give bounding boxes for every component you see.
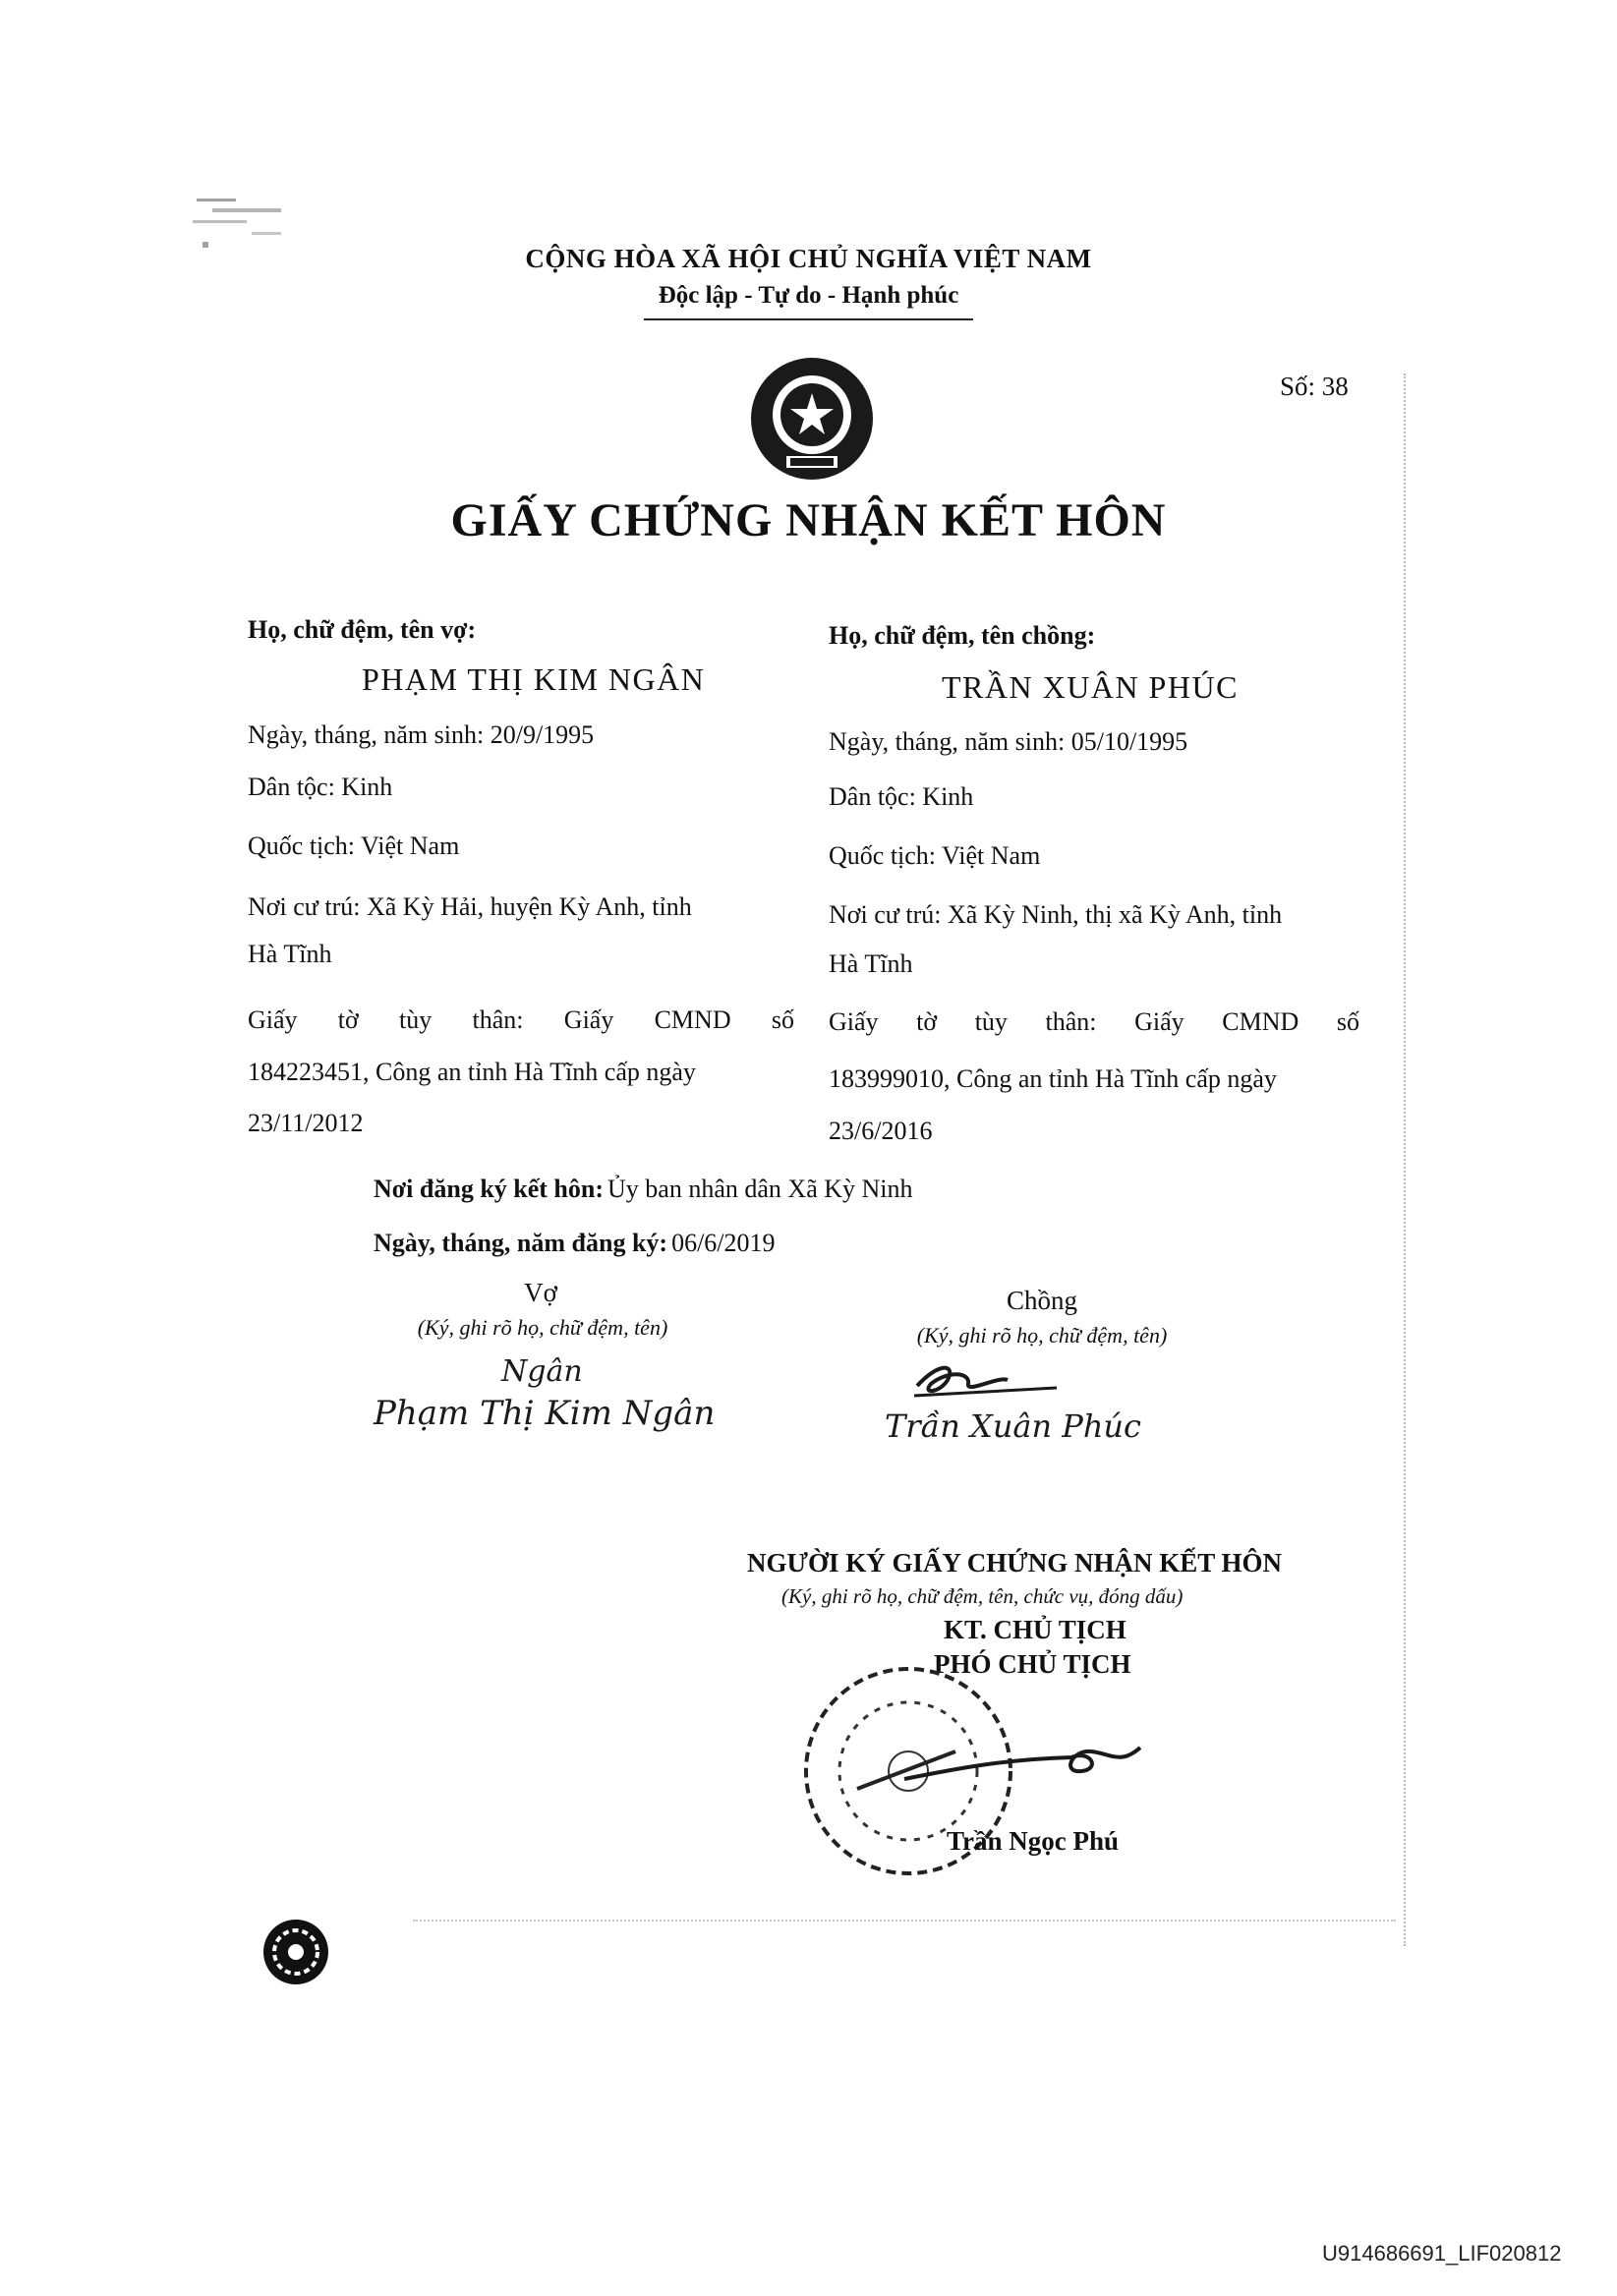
wife-signature: Ngân bbox=[501, 1354, 583, 1389]
scan-noise-top-left bbox=[193, 193, 340, 252]
registration-place bbox=[374, 1175, 913, 1204]
certificate-number: Số: 38 bbox=[1280, 372, 1349, 401]
wife-residence-line1: Nơi cư trú: Xã Kỳ Hải, huyện Kỳ Anh, tỉnh bbox=[248, 892, 692, 921]
motto-underline bbox=[644, 318, 973, 320]
wife-id-line1: Giấy tờ tùy thân: Giấy CMND số bbox=[248, 1005, 794, 1034]
registration-date-value: 06/6/2019 bbox=[671, 1229, 776, 1257]
husband-signature-title: Chồng bbox=[1006, 1286, 1077, 1315]
registration-date-label: Ngày, tháng, năm đăng ký: bbox=[374, 1229, 668, 1257]
husband-id-line3: 23/6/2016 bbox=[829, 1117, 933, 1145]
wife-id-line3: 23/11/2012 bbox=[248, 1109, 364, 1137]
wife-name-label: Họ, chữ đệm, tên vợ: bbox=[248, 615, 477, 644]
wife-nationality: Quốc tịch: Việt Nam bbox=[248, 832, 460, 860]
scan-noise-bottom bbox=[413, 1920, 1396, 1923]
official-name: Trần Ngọc Phú bbox=[947, 1826, 1120, 1856]
official-heading: NGƯỜI KÝ GIẤY CHỨNG NHẬN KẾT HÔN bbox=[747, 1548, 1283, 1578]
document-code: U914686691_LIF020812 bbox=[1322, 2241, 1562, 2266]
national-emblem-icon bbox=[747, 354, 877, 484]
scan-noise-right-edge bbox=[1404, 373, 1425, 1946]
husband-residence-line2: Hà Tĩnh bbox=[829, 949, 913, 978]
national-name: CỘNG HÒA XÃ HỘI CHỦ NGHĨA VIỆT NAM bbox=[525, 244, 1092, 273]
husband-name: TRẦN XUÂN PHÚC bbox=[942, 669, 1239, 705]
husband-signed-name: Trần Xuân Phúc bbox=[885, 1407, 1141, 1445]
wife-ethnicity: Dân tộc: Kinh bbox=[248, 773, 393, 801]
wife-id-line2: 184223451, Công an tỉnh Hà Tĩnh cấp ngày bbox=[248, 1058, 696, 1086]
official-role-2: PHÓ CHỦ TỊCH bbox=[934, 1649, 1131, 1679]
official-signature-mark bbox=[895, 1730, 1150, 1799]
husband-id-line2: 183999010, Công an tỉnh Hà Tĩnh cấp ngày bbox=[829, 1064, 1277, 1093]
official-hint: (Ký, ghi rõ họ, chữ đệm, tên, chức vụ, đóng dấu) bbox=[781, 1584, 1184, 1608]
husband-signature-mark bbox=[909, 1356, 1067, 1406]
registration-date bbox=[374, 1229, 776, 1258]
seal-mark-icon bbox=[260, 1917, 331, 1987]
national-motto: Độc lập - Tự do - Hạnh phúc bbox=[658, 282, 959, 309]
husband-dob: Ngày, tháng, năm sinh: 05/10/1995 bbox=[829, 727, 1188, 756]
wife-residence-line2: Hà Tĩnh bbox=[248, 940, 332, 968]
document-title: GIẤY CHỨNG NHẬN KẾT HÔN bbox=[450, 494, 1167, 546]
wife-signed-name: Phạm Thị Kim Ngân bbox=[374, 1394, 716, 1433]
husband-signature-hint: (Ký, ghi rõ họ, chữ đệm, tên) bbox=[916, 1323, 1168, 1348]
husband-nationality: Quốc tịch: Việt Nam bbox=[829, 841, 1041, 870]
wife-signature-hint: (Ký, ghi rõ họ, chữ đệm, tên) bbox=[417, 1315, 668, 1340]
wife-name: PHẠM THỊ KIM NGÂN bbox=[362, 661, 706, 697]
registration-place-value: Ủy ban nhân dân Xã Kỳ Ninh bbox=[607, 1175, 913, 1203]
husband-ethnicity: Dân tộc: Kinh bbox=[829, 782, 974, 811]
wife-dob: Ngày, tháng, năm sinh: 20/9/1995 bbox=[248, 720, 595, 749]
wife-signature-title: Vợ bbox=[524, 1278, 557, 1307]
husband-name-label: Họ, chữ đệm, tên chồng: bbox=[829, 621, 1096, 650]
official-role-1: KT. CHỦ TỊCH bbox=[944, 1615, 1126, 1644]
registration-place-label: Nơi đăng ký kết hôn: bbox=[374, 1175, 605, 1203]
husband-residence-line1: Nơi cư trú: Xã Kỳ Ninh, thị xã Kỳ Anh, tỉnh bbox=[829, 900, 1283, 929]
husband-id-line1: Giấy tờ tùy thân: Giấy CMND số bbox=[829, 1007, 1359, 1036]
